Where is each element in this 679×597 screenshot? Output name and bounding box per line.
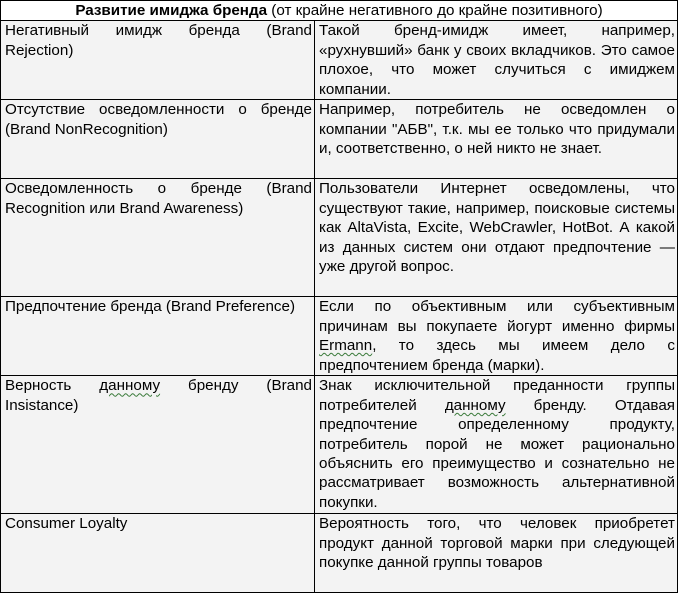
table-row	[1, 179, 678, 297]
stage-cell: Осведомленность о бренде (Brand Recognition или Brand Awareness)	[1, 179, 315, 297]
description-text-before: Знак исключительной преданности группы потребителей	[319, 377, 675, 414]
table-row	[1, 297, 678, 376]
table-title-bold: Развитие имиджа бренда	[75, 2, 268, 19]
spellcheck-marked-word: Ermann	[319, 337, 373, 355]
description-cell: Такой бренд-имидж имеет, например, «рухнувший» банк у своих вкладчиков. Это самое плохое, что может случиться с имиджем компании.	[315, 21, 678, 100]
table-row	[1, 376, 678, 514]
stage-cell: Отсутствие осведомленности о бренде (Brand NonRecognition)	[1, 100, 315, 179]
table-header-row	[1, 1, 678, 21]
description-text-after: , то здесь мы имеем дело с предпочтением бренда (марки).	[319, 337, 675, 374]
description-cell	[315, 297, 678, 376]
spellcheck-marked-word: данному	[444, 396, 506, 414]
table-title-cell	[1, 1, 678, 21]
table-row	[1, 100, 678, 179]
description-text-before: Если по объективным или субъективным причинам вы покупаете йогурт именно фирмы	[319, 298, 675, 335]
description-cell: Например, потребитель не осведомлен о компании "АБВ", т.к. мы ее только что придумали и, соответственно, о ней никто не знает.	[315, 100, 678, 179]
table-row	[1, 514, 678, 593]
description-cell: Пользователи Интернет осведомлены, что существуют такие, например, поисковые системы как AltaVista, Excite, WebCrawler, HotBot. А какой из данных систем они отдают предпочтение — уже другой вопрос.	[315, 179, 678, 297]
description-cell: Вероятность того, что человек приобретет продукт данной торговой марки при следующей покупке данной группы товаров	[315, 514, 678, 593]
stage-text-after: бренду (Brand Insistance)	[5, 377, 312, 414]
description-cell	[315, 376, 678, 514]
stage-text-before: Верность	[5, 377, 100, 395]
stage-cell	[1, 376, 315, 514]
stage-cell: Негативный имидж бренда (Brand Rejection)	[1, 21, 315, 100]
description-text-after: бренду. Отдавая предпочтение определенному продукту, потребитель порой не может рационально объяснить его преимущество и сознательно не рассматривает возможность альтернативной покупки.	[319, 396, 676, 511]
stage-cell: Consumer Loyalty	[1, 514, 315, 593]
table-row	[1, 21, 678, 100]
table-title-rest: (от крайне негативного до крайне позитивного)	[267, 2, 603, 19]
stage-cell: Предпочтение бренда (Brand Preference)	[1, 297, 315, 376]
spellcheck-marked-word: данному	[99, 377, 161, 395]
